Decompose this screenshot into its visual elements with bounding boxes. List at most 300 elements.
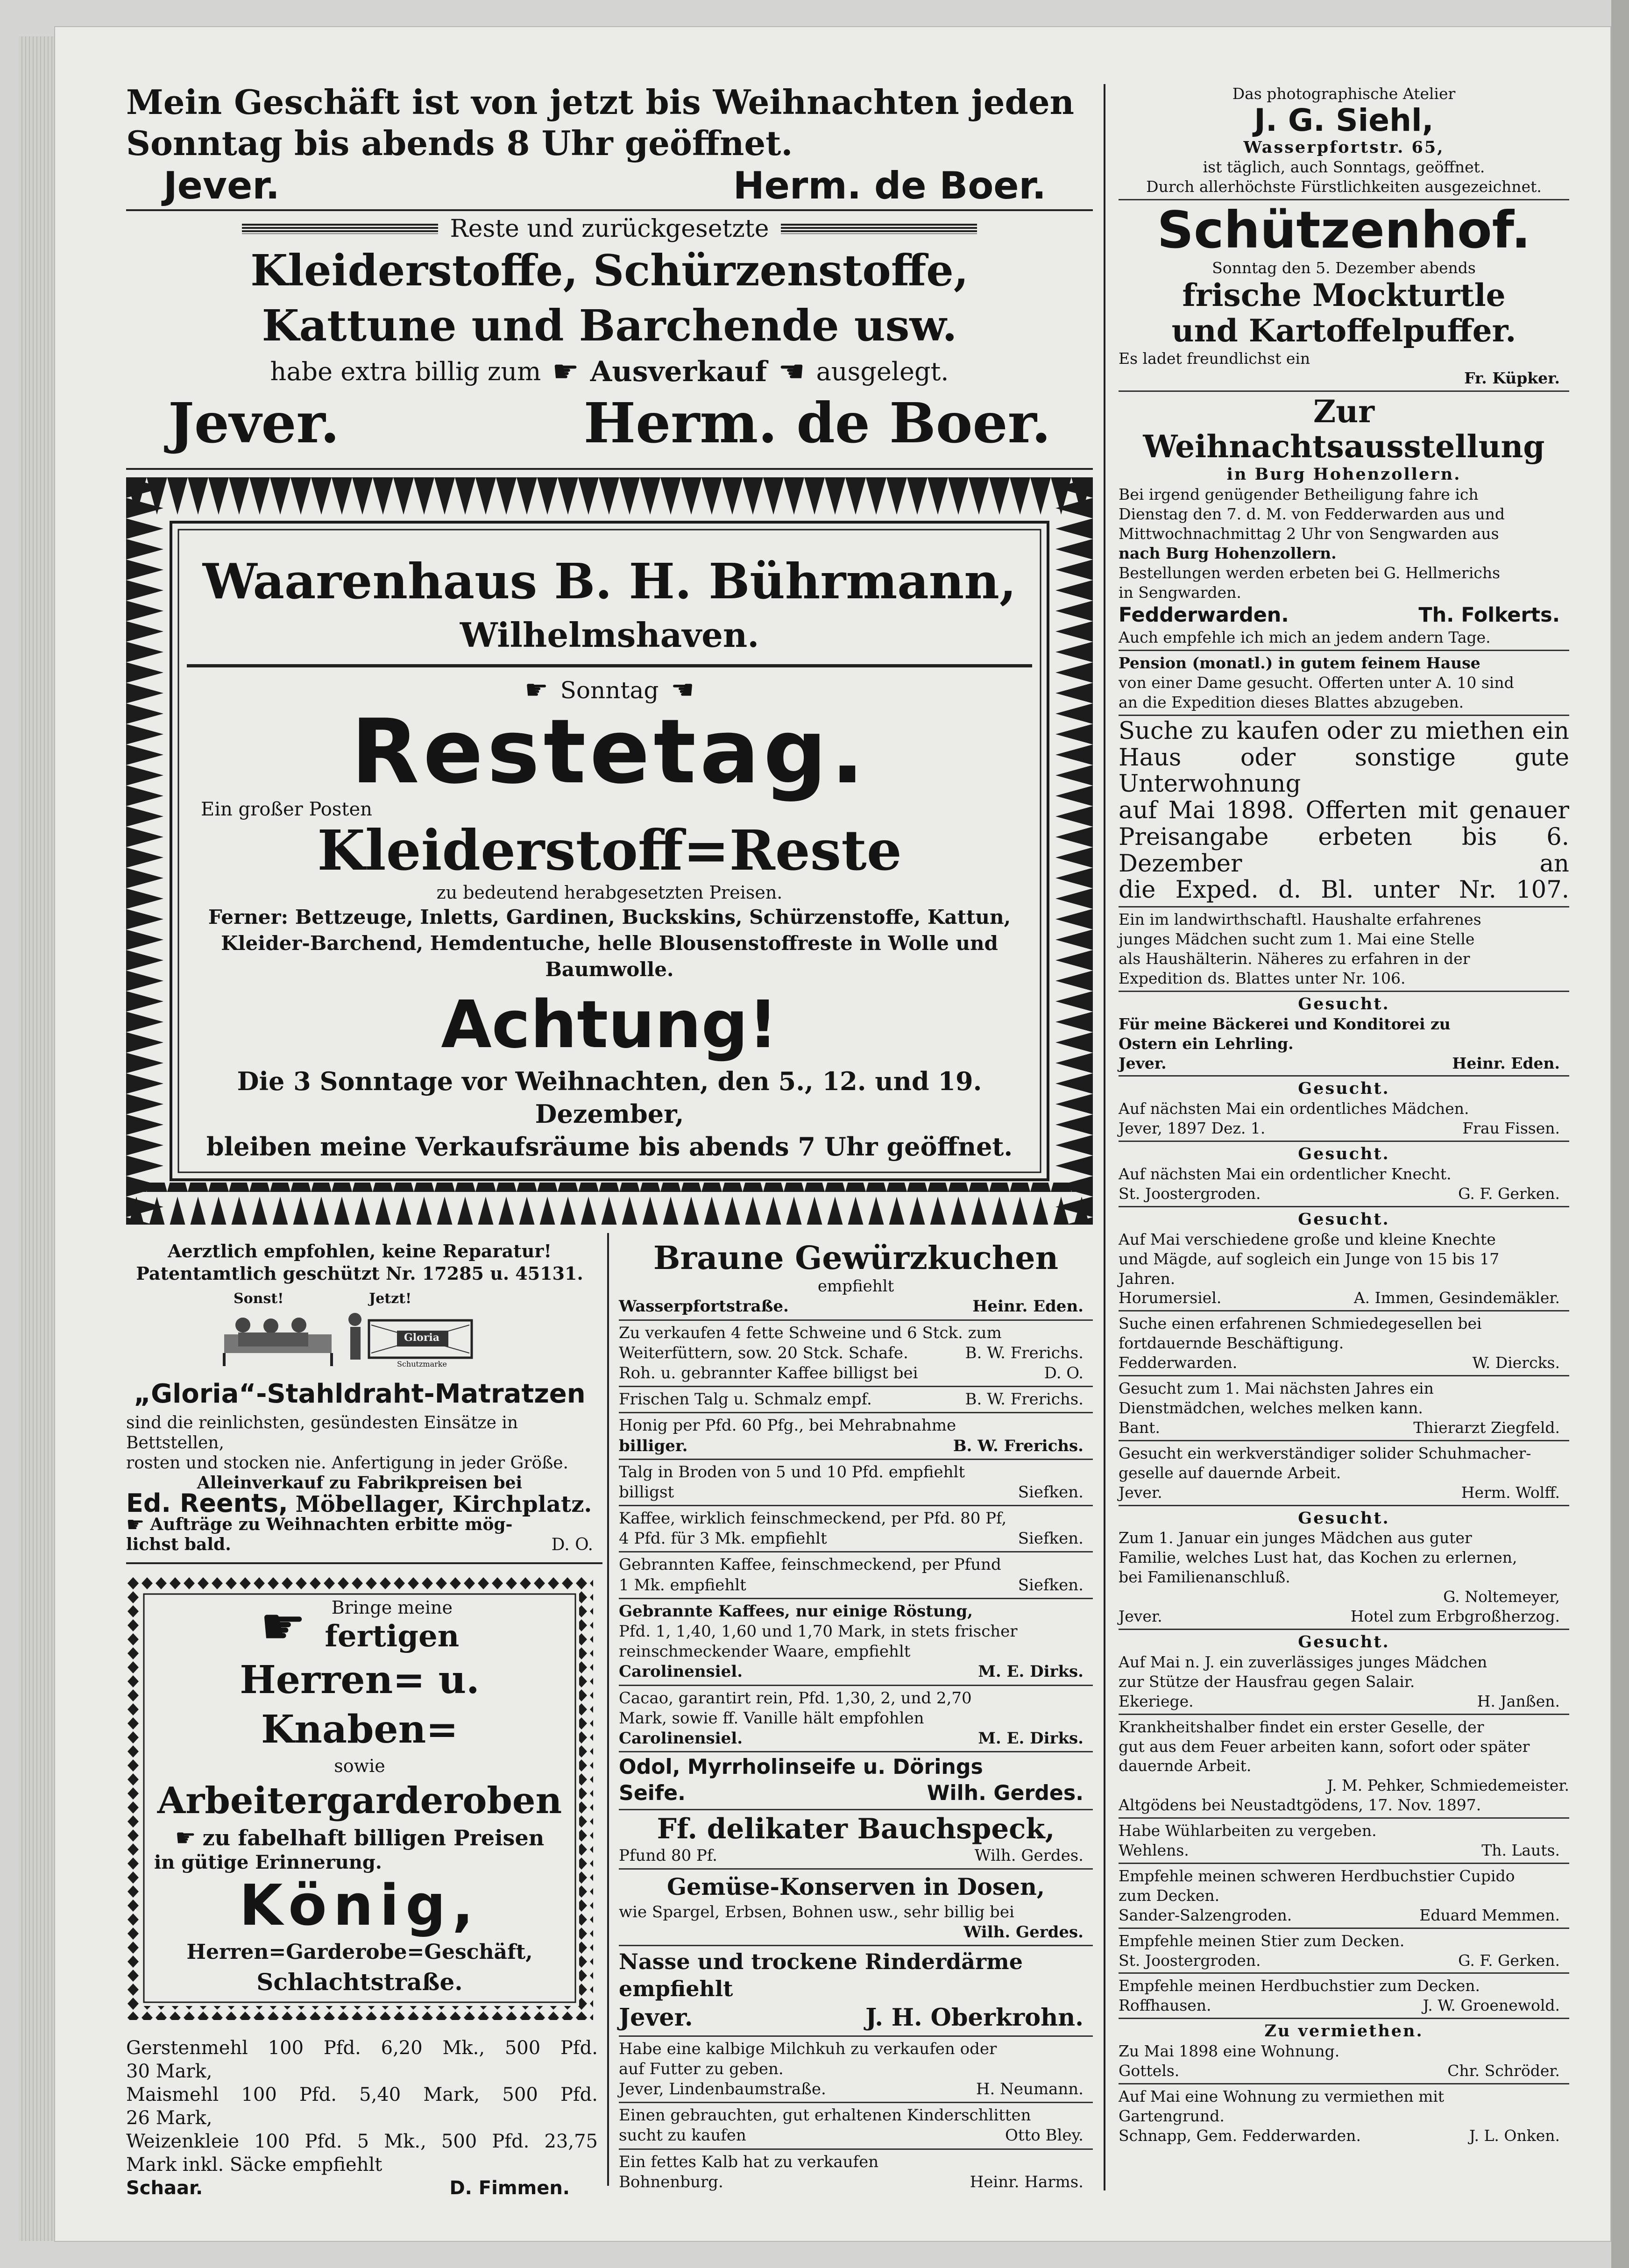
text-line: Suche zu kaufen oder zu miethen ein [1119,717,1569,745]
text-line: junges Mädchen sucht zum 1. Mai eine Stelle [1119,930,1475,949]
text-line: Gemüse-Konserven in Dosen, [666,1873,1045,1901]
divider [1119,650,1569,651]
text-line: Zum 1. Januar ein junges Mädchen aus guter [1119,1529,1472,1547]
signature-row [619,1297,1093,1317]
row-left-text: Jever. [1119,1483,1162,1502]
text-line: auf Mai 1898. Offerten mit genauer [1119,797,1569,825]
buhrmann-title: Waarenhaus B. H. Bührmann, [202,553,1017,610]
text-line: Expedition ds. Blattes unter Nr. 106. [1119,969,1406,987]
row-right-text: Heinr. Eden. [972,1297,1084,1316]
signature-row [1119,1587,1569,1607]
gloria-line2: Patentamtlich geschützt Nr. 17285 u. 45131. [136,1263,583,1284]
signature-row [1119,2061,1569,2081]
reste-line3: Kattune und Barchende usw. [262,300,957,351]
gloria-desc1: sind die reinlichsten, gesündesten Einsätze in Bettstellen, [126,1413,518,1453]
divider [1119,1863,1569,1864]
signature-row [1119,1184,1569,1204]
row-right-text: G. F. Gerken. [1458,1951,1560,1970]
row-right-text: B. W. Frerichs. [965,1390,1084,1409]
gloria-dealer-place: Möbellager, Kirchplatz. [295,1491,592,1517]
divider [126,209,1093,211]
signature-row [1119,369,1569,388]
fimmen-line3: Maismehl 100 Pfd. 5,40 Mark, 500 Pfd. [126,2084,598,2105]
buhrmann-achtung: Achtung! [441,987,778,1063]
text-line: gut aus dem Feuer arbeiten kann, sofort oder später [1119,1737,1530,1756]
text-line: Gesucht zum 1. Mai nächsten Jahres ein [1119,1379,1434,1398]
signature-row [1119,1288,1569,1308]
text-line: Auf Mai n. J. ein zuverlässiges junges Mädchen [1119,1652,1487,1671]
row-right-text: Siefken. [1018,1482,1084,1502]
reste-line4c: ausgelegt. [816,357,949,386]
text-line: Auch empfehle ich mich an jedem andern Tage. [1119,628,1491,647]
signature-row [1119,1906,1569,1925]
koenig-bringe: Bringe meine [331,1597,453,1618]
row-right-text: M. E. Dirks. [978,1662,1084,1681]
ornament-rule-left [242,224,438,234]
row-right-text: Siefken. [1018,1529,1084,1548]
text-line: Preisangabe erbeten bis 6. Dezember an [1119,823,1569,878]
signature-row [619,1662,1093,1682]
text-line: ist täglich, auch Sonntags, geöffnet. [1203,158,1485,177]
text-line: in Sengwarden. [1119,583,1241,602]
signature-row [619,1729,1093,1749]
divider [619,2035,1093,2037]
fimmen-line6: Mark inkl. Säcke empfiehlt [126,2154,382,2176]
koenig-name: König, [239,1873,480,1938]
signature-row [1119,1607,1569,1626]
signature-row [619,1846,1093,1866]
reste-line2: Kleiderstoffe, Schürzenstoffe, [250,245,969,296]
text-line: Haus oder sonstige gute Unterwohnung [1119,744,1569,798]
row-left-text: Fedderwarden. [1119,1354,1238,1372]
signature-row [619,1436,1093,1456]
signature-row [619,2079,1093,2099]
koenig-erinnerung: in gütige Erinnerung. [154,1851,382,1873]
text-line: nach Burg Hohenzollern. [1119,544,1337,562]
row-right-text: D. O. [1044,1363,1084,1382]
row-left-text: billigst [619,1482,674,1502]
row-left-text: Jever, 1897 Dez. 1. [1119,1119,1266,1138]
text-line: J. G. Siehl, [1254,102,1434,138]
signature-row [619,2126,1093,2146]
buhrmann-sonntage2: bleiben meine Verkaufsräume bis abends 7 Uhr geöffnet. [206,1132,1013,1162]
signature-row [1119,1483,1569,1503]
signature-row [1119,2126,1569,2146]
signature-row [619,1363,1093,1383]
row-left-text: sucht zu kaufen [619,2126,746,2145]
divider [1119,1206,1569,1207]
text-line: Auf nächsten Mai ein ordentliches Mädchen. [1119,1099,1469,1118]
signature-row [1119,1996,1569,2015]
row-left-text: Wehlens. [1119,1841,1189,1860]
row-right-text: Th. Folkerts. [1418,603,1560,627]
koenig-strasse: Schlachtstraße. [256,1968,463,1996]
divider [126,1562,602,1564]
row-right-text: Heinr. Harms. [970,2172,1084,2191]
column-rule [607,1233,609,2186]
row-left-text: 1 Mk. empfiehlt [619,1575,746,1595]
divider [1119,1928,1569,1929]
text-line: frische Mockturtle [1182,276,1506,313]
bed-illustration-icon [220,1306,481,1367]
signature-row [1119,1119,1569,1138]
gloria-signature: D. O. [551,1535,593,1554]
text-line: Für meine Bäckerei und Konditorei zu [1119,1014,1451,1033]
row-right-text: J. W. Groenewold. [1423,1996,1560,2015]
gloria-dealer: Ed. Reents, [126,1488,288,1518]
row-right-text: G. Noltemeyer, [1443,1588,1560,1606]
divider [1119,1629,1569,1630]
gloria-line1: Aerztlich empfohlen, keine Reparatur! [167,1240,552,1262]
pointing-hand-icon: ☛ [126,1513,145,1537]
signature-row [1119,602,1569,628]
signature-row [1119,1841,1569,1860]
row-left-text: Fedderwarden. [1119,603,1289,627]
divider [1119,2083,1569,2084]
text-line: Pfd. 1, 1,40, 1,60 und 1,70 Mark, in stets frischer [619,1622,1018,1641]
signature-row [619,1343,1093,1363]
text-line: Braune Gewürzkuchen [653,1240,1059,1277]
fimmen-name: D. Fimmen. [449,2177,570,2199]
text-line: die Exped. d. Bl. unter Nr. 107. [1119,876,1569,904]
text-line: Auf Mai verschiedene große und kleine Knechte [1119,1230,1496,1248]
signature-row [1119,1951,1569,1970]
top-ad-place: Jever. [163,164,280,207]
signature-row [1119,1692,1569,1711]
divider [619,1459,1093,1460]
divider [619,1751,1093,1752]
text-line: Wasserpfortstr. 65, [1243,137,1445,157]
divider [619,1319,1093,1321]
row-left-text: Jever. [1119,1607,1162,1626]
row-right-text: H. Janßen. [1477,1692,1560,1710]
row-right-text: J. H. Oberkrohn. [865,2003,1084,2032]
gloria-desc6: lichst bald. [126,1535,231,1554]
row-left-text: Ekeriege. [1119,1692,1194,1710]
buhrmann-preis: zu bedeutend herabgesetzten Preisen. [436,882,783,903]
koenig-fertigen: fertigen [325,1619,460,1654]
text-line: geselle auf dauernde Arbeit. [1119,1463,1341,1482]
divider [1119,715,1569,716]
row-right-text: Chr. Schröder. [1447,2062,1560,2080]
text-line: Ostern ein Lehrling. [1119,1034,1294,1053]
signature-row [1119,1054,1569,1073]
buhrmann-ferner1: Ferner: Bettzeuge, Inletts, Gardinen, Buckskins, Schürzenstoffe, Kattun, [208,906,1011,928]
left-page-edge [19,36,56,2241]
gloria-schutzmarke: Schutzmarke [397,1360,447,1368]
signature-row [1119,1418,1569,1438]
koenig-ad [154,1597,565,1999]
text-line: Es ladet freundlichst ein [1119,349,1310,368]
text-line: Zu Mai 1898 eine Wohnung. [1119,2042,1340,2061]
text-line: Empfehle meinen Stier zum Decken. [1119,1931,1405,1950]
divider [1119,1440,1569,1441]
divider [619,1386,1093,1387]
row-left-text: St. Joostergroden. [1119,1951,1261,1970]
gloria-illustration [126,1290,593,1370]
signature-row [619,2003,1093,2033]
row-left-text: Carolinensiel. [619,1729,743,1748]
buhrmann-kleider: Kleiderstoff=Reste [317,818,902,883]
row-left-text: billiger. [619,1436,688,1455]
row-left-text: Frischen Talg u. Schmalz empf. [619,1390,872,1409]
row-left-text: Sander-Salzengroden. [1119,1906,1292,1924]
text-line: Cacao, garantirt rein, Pfd. 1,30, 2, und 2,70 [619,1688,972,1708]
row-left-text: St. Joostergroden. [1119,1184,1261,1203]
text-line: Gesucht ein werkverständiger solider Schuhmacher- [1119,1444,1531,1462]
ornament-rule-right [781,224,977,234]
text-line: Dienstmädchen, welches melken kann. [1119,1399,1423,1418]
pointing-hand-icon: ☛ [552,354,579,389]
divider [619,1551,1093,1552]
text-line: Gesucht. [1298,1079,1390,1099]
gloria-jetzt: Jetzt! [369,1290,412,1307]
reste-line4b: Ausverkauf [590,355,767,388]
row-left-text: Gottels. [1119,2062,1180,2080]
text-line: Ff. delikater Bauchspeck, [657,1812,1055,1845]
divider [619,1868,1093,1870]
row-right-text: Wilh. Gerdes. [963,1923,1084,1942]
row-left-text: Horumersiel. [1119,1289,1222,1307]
text-line: Gesucht. [1298,1632,1390,1651]
fimmen-line4: 26 Mark, [126,2107,212,2129]
text-line: Zur Weihnachtsausstellung [1143,393,1545,465]
text-line: Das photographische Atelier [1232,85,1456,103]
text-line: Suche einen erfahrenen Schmiedegesellen bei [1119,1314,1482,1333]
buhrmann-ferner2: Kleider-Barchend, Hemdentuche, helle Blousenstoffreste in Wolle und Baumwolle. [221,932,998,981]
text-line: empfiehlt [817,1277,894,1296]
signature-row [619,2172,1093,2192]
row-right-text: Siefken. [1018,1575,1084,1595]
row-left-text: Weiterfüttern, sow. 20 Stck. Schafe. [619,1343,908,1362]
text-line: Einen gebrauchten, gut erhaltenen Kinderschlitten [619,2106,1031,2125]
text-line: Honig per Pfd. 60 Pfg., bei Mehrabnahme [619,1416,956,1435]
buhrmann-ad [187,551,1032,1163]
divider [1119,1375,1569,1376]
row-right-text: Wilh. Gerdes. [927,1781,1084,1805]
text-line: Odol, Myrrholinseife u. Dörings [619,1755,983,1779]
row-left-text: Seife. [619,1781,686,1805]
text-line: Gesucht. [1298,1144,1390,1164]
text-line: Pension (monatl.) in gutem feinem Hause [1119,654,1480,673]
pointing-hand-left-icon: ☚ [778,354,805,389]
koenig-herren: Herren= u. Knaben= [240,1658,480,1752]
reste-place: Jever. [168,390,340,455]
divider [619,1945,1093,1946]
text-line: Altgödens bei Neustadtgödens, 17. Nov. 1897. [1119,1796,1481,1814]
text-line: auf Futter zu geben. [619,2059,784,2078]
gloria-ad [126,1240,593,1555]
divider [1119,1972,1569,1974]
row-right-text: J. L. Onken. [1469,2126,1560,2145]
fimmen-place: Schaar. [126,2177,203,2199]
koenig-geschaeft: Herren=Garderobe=Geschäft, [186,1940,533,1964]
divider [619,1685,1093,1686]
text-line: Kaffee, wirklich feinschmeckend, per Pfd. 80 Pf, [619,1509,1007,1528]
divider [1119,1817,1569,1819]
text-line: dauernde Arbeit. [1119,1757,1252,1775]
text-line: Mittwochnachmittag 2 Uhr von Sengwarden aus [1119,524,1499,543]
divider [1119,1310,1569,1311]
row-left-text: Carolinensiel. [619,1662,743,1681]
gloria-title: „Gloria“-Stahldraht-Matratzen [134,1379,586,1409]
row-right-text: Frau Fissen. [1462,1119,1560,1138]
buhrmann-sonntag: Sonntag [560,676,659,704]
text-line: an die Expedition dieses Blattes abzugeben. [1119,693,1464,711]
divider [1119,2018,1569,2019]
row-right-text: Hotel zum Erbgroßherzog. [1350,1607,1560,1626]
divider [619,1505,1093,1506]
text-line: Habe Wühlarbeiten zu vergeben. [1119,1821,1377,1840]
text-line: Zu verkaufen 4 fette Schweine und 6 Stck. zum [619,1323,1002,1342]
fimmen-line2: 30 Mark, [126,2061,212,2082]
buhrmann-city: Wilhelmshaven. [460,615,759,655]
reste-line4a: habe extra billig zum [270,357,541,386]
text-line: Zu vermiethen. [1264,2021,1424,2041]
pointing-hand-icon: ☛ [260,1596,306,1656]
text-line: und Mägde, auf sogleich ein Junge von 15 bis 17 [1119,1249,1500,1268]
reste-line1: Reste und zurückgesetzte [450,215,769,243]
koenig-sowie: sowie [334,1756,385,1776]
fimmen-line1: Gerstenmehl 100 Pfd. 6,20 Mk., 500 Pfd. [126,2037,598,2059]
right-binding-shadow [1611,0,1629,2268]
text-line: Mark, sowie ff. Vanille hält empfohlen [619,1708,924,1728]
divider [619,2148,1093,2150]
text-line: Jahren. [1119,1269,1176,1288]
row-right-text: B. W. Frerichs. [953,1436,1084,1455]
text-line: Auf nächsten Mai ein ordentlicher Knecht. [1119,1165,1452,1184]
row-left-text: Roh. u. gebrannter Kaffee billigst bei [619,1363,918,1382]
pointing-hand-icon: ☛ [175,1824,196,1851]
text-line: Empfehle meinen Herdbuchstier zum Decken. [1119,1977,1480,1995]
text-line: Gebrannte Kaffees, nur einige Röstung, [619,1602,973,1621]
text-line: Gesucht. [1298,1508,1390,1528]
text-line: Bestellungen werden erbeten bei G. Hellmerichs [1119,563,1501,582]
text-line: Dienstag den 7. d. M. von Fedderwarden aus und [1119,505,1505,524]
signature-row [1119,1353,1569,1373]
divider [619,1809,1093,1810]
koenig-preise: zu fabelhaft billigen Preisen [202,1825,545,1850]
row-right-text: Th. Lauts. [1481,1841,1560,1860]
signature-row [619,1780,1093,1807]
text-line: Gartengrund. [1119,2106,1225,2125]
pointing-hand-left-icon: ☚ [671,675,694,705]
right-column [1119,84,1569,2146]
text-line: Gesucht. [1298,1209,1390,1229]
text-line: von einer Dame gesucht. Offerten unter A. 10 sind [1119,673,1514,692]
text-line: Schützenhof. [1157,200,1531,260]
signature-row [619,1529,1093,1549]
text-line: Bei irgend genügender Betheiligung fahre ich [1119,485,1479,504]
text-line: Auf Mai eine Wohnung zu vermiethen mit [1119,2087,1445,2106]
row-right-text: M. E. Dirks. [978,1729,1084,1748]
divider [619,1598,1093,1599]
text-line: Gebrannten Kaffee, feinschmeckend, per Pfund [619,1555,1001,1574]
row-right-text: Fr. Küpker. [1464,369,1560,387]
gloria-mark: Gloria [404,1332,440,1344]
row-right-text: Otto Bley. [1005,2126,1084,2145]
text-line: Familie, welches Lust hat, das Kochen zu erlernen, [1119,1548,1517,1567]
row-right-text: H. Neumann. [976,2079,1084,2098]
text-line: fortdauernde Beschäftigung. [1119,1334,1344,1353]
signature-row [619,1922,1093,1942]
text-line: in Burg Hohenzollern. [1226,465,1461,484]
pointing-hand-icon: ☛ [524,675,548,705]
text-line: zum Decken. [1119,1886,1220,1905]
divider [619,2102,1093,2103]
row-right-text: G. F. Gerken. [1458,1184,1560,1203]
text-line: Habe eine kalbige Milchkuh zu verkaufen oder [619,2039,997,2058]
text-line: Gesucht. [1298,994,1390,1014]
buhrmann-restetag: Restetag. [351,700,868,803]
text-line: Ein im landwirthschaftl. Haushalte erfahrenes [1119,910,1481,929]
row-right-text: Thierarzt Ziegfeld. [1413,1418,1560,1437]
text-line: Sonntag den 5. Dezember abends [1212,259,1476,277]
divider [1119,1141,1569,1142]
reste-name: Herm. de Boer. [583,390,1051,455]
text-line: Krankheitshalber findet ein erster Geselle, der [1119,1717,1484,1736]
row-right-text: Herm. Wolff. [1461,1483,1560,1502]
divider [1119,390,1569,392]
top-ad-line2: Sonntag bis abends 8 Uhr geöffnet. [126,123,793,163]
fimmen-line5: Weizenkleie 100 Pfd. 5 Mk., 500 Pfd. 23,75 [126,2131,598,2152]
fimmen-ad [126,2036,598,2200]
reste-ad [126,215,1093,455]
text-line: wie Spargel, Erbsen, Bohnen usw., sehr billig bei [619,1902,1014,1921]
divider [1119,906,1569,907]
text-line: Empfehle meinen schweren Herdbuchstier Cupido [1119,1866,1515,1885]
row-left-text: 4 Pfd. für 3 Mk. empfiehlt [619,1529,827,1548]
signature-row [619,1389,1093,1410]
text-line: bei Familienanschluß. [1119,1568,1290,1587]
divider [1119,991,1569,992]
row-right-text: Heinr. Eden. [1452,1054,1560,1072]
gloria-desc2: rosten und stocken nie. Anfertigung in jeder Größe. [126,1453,568,1473]
middle-column [619,1240,1093,2192]
text-line: zur Stütze der Hausfrau gegen Salair. [1119,1672,1415,1691]
text-line: Durch allerhöchste Fürstlichkeiten ausgezeichnet. [1146,177,1542,196]
row-right-text: A. Immen, Gesindemäkler. [1353,1289,1560,1307]
text-line: Talg in Broden von 5 und 10 Pfd. empfiehlt [619,1462,965,1481]
gloria-sonst: Sonst! [234,1290,284,1307]
buhrmann-sonntage1: Die 3 Sonntage vor Weihnachten, den 5., 12. und 19. Dezember, [237,1066,982,1129]
text-line: Ein fettes Kalb hat zu verkaufen [619,2152,879,2171]
text-line: reinschmeckender Waare, empfiehlt [619,1642,911,1661]
text-line: als Haushälterin. Näheres zu erfahren in der [1119,949,1470,968]
row-left-text: Jever. [619,2003,693,2032]
top-ad [126,82,1074,207]
row-left-text: Jever. [1119,1054,1167,1072]
top-ad-line1: Mein Geschäft ist von jetzt bis Weihnachten jeden [126,82,1074,122]
signature-row [619,1482,1093,1503]
text-line: und Kartoffelpuffer. [1171,312,1516,349]
divider [1119,1714,1569,1715]
row-left-text: Jever, Lindenbaumstraße. [619,2079,826,2098]
column-rule [1104,84,1105,2190]
buhrmann-divider [187,664,1032,667]
row-left-text: Roffhausen. [1119,1996,1211,2015]
divider [1119,1075,1569,1077]
row-left-text: Bant. [1119,1418,1160,1437]
row-right-text: Wilh. Gerdes. [974,1846,1084,1865]
divider [619,1412,1093,1413]
koenig-arbeiter: Arbeitergarderoben [157,1779,562,1822]
row-right-text: W. Diercks. [1472,1354,1560,1372]
gloria-desc3: Alleinverkauf zu Fabrikpreisen bei [197,1473,523,1493]
divider [1119,1505,1569,1506]
row-left-text: Bohnenburg. [619,2172,723,2191]
row-left-text: Schnapp, Gem. Fedderwarden. [1119,2126,1361,2145]
